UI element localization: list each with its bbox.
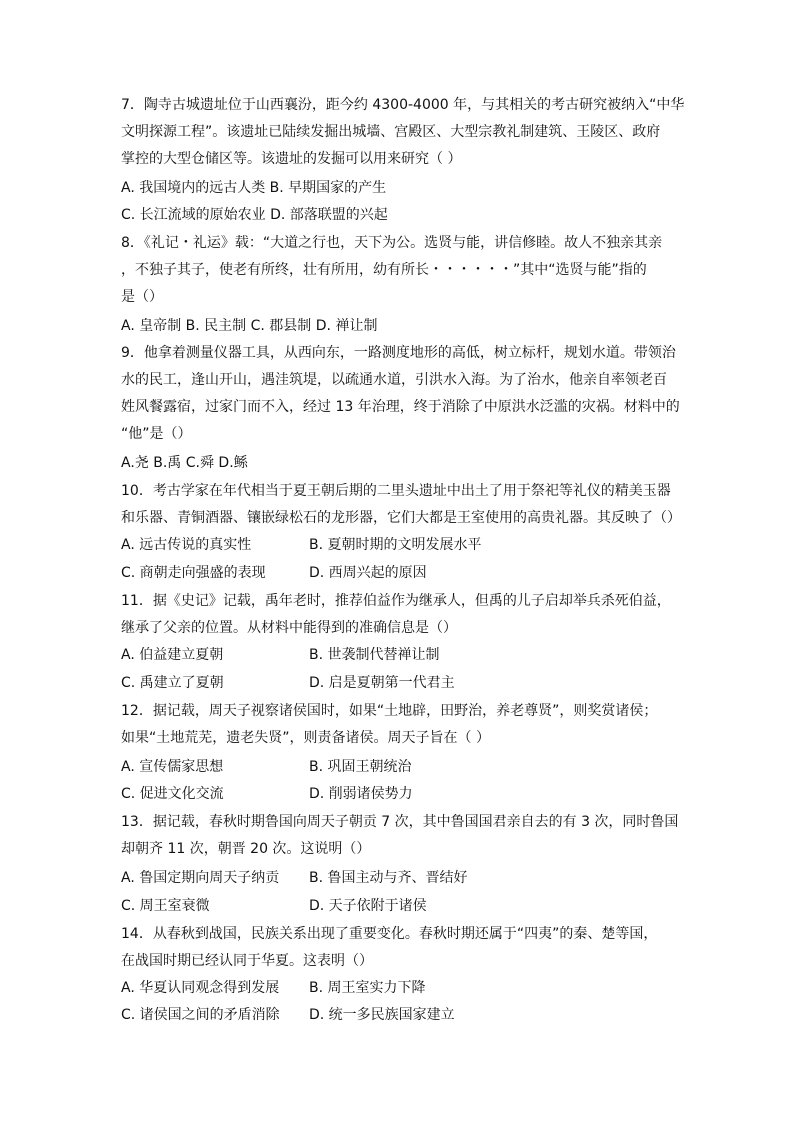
q10-stem-line-2: 和乐器、青铜酒器、镶嵌绿松石的龙形器，它们大都是王室使用的高贵礼器。其反映了（）: [121, 510, 681, 526]
q7-options-ab: A. 我国境内的远古人类 B. 早期国家的产生: [121, 180, 387, 196]
q10-option-c: C. 商朝走向强盛的表现: [121, 565, 266, 581]
q13-option-d: D. 天子依附于诸侯: [309, 898, 427, 914]
q12-stem-line-1: 12．据记载，周天子视察诸侯国时，如果“土地辟，田野治，养老尊贤”，则奖赏诸侯；: [121, 703, 658, 719]
q14-option-b: B. 周王室实力下降: [309, 980, 426, 996]
q14-stem-line-2: 在战国时期已经认同于华夏。这表明（）: [121, 953, 373, 969]
q9-options: A.尧 B.禹 C.舜 D.鲧: [121, 455, 248, 471]
q8-stem-line-1: 8．《礼记・礼运》载：“大道之行也，天下为公。选贤与能，讲信修睦。故人不独亲其亲: [121, 235, 663, 251]
q14-option-c: C. 诸侯国之间的矛盾消除: [121, 1007, 280, 1023]
q10-option-d: D. 西周兴起的原因: [309, 565, 427, 581]
q13-option-b: B. 鲁国主动与齐、晋结好: [309, 870, 468, 886]
q11-option-b: B. 世袭制代替禅让制: [309, 647, 440, 663]
q7-options-cd: C. 长江流域的原始农业 D. 部落联盟的兴起: [121, 207, 388, 223]
q14-option-d: D. 统一多民族国家建立: [309, 1007, 455, 1023]
q13-stem-line-1: 13．据记载，春秋时期鲁国向周天子朝贡 7 次，其中鲁国国君亲自去的有 3 次，同时鲁国: [121, 814, 679, 830]
q12-option-b: B. 巩固王朝统治: [309, 759, 412, 775]
q14-option-a: A. 华夏认同观念得到发展: [121, 980, 280, 996]
q9-stem-line-4: “他”是（）: [121, 426, 192, 442]
q10-option-a: A. 远古传说的真实性: [121, 537, 252, 553]
q12-option-d: D. 削弱诸侯势力: [309, 786, 413, 802]
q13-stem-line-2: 却朝齐 11 次，朝晋 20 次。这说明（）: [121, 841, 371, 857]
q10-option-b: B. 夏朝时期的文明发展水平: [309, 537, 482, 553]
q9-stem-line-3: 姓风餐露宿，过家门而不入，经过 13 年治理，终于消除了中原洪水泛滥的灾祸。材料中的: [121, 399, 680, 415]
q12-option-c: C. 促进文化交流: [121, 786, 224, 802]
q14-stem-line-1: 14．从春秋到战国，民族关系出现了重要变化。春秋时期还属于“四夷”的秦、楚等国，: [121, 926, 658, 942]
q12-option-a: A. 宣传儒家思想: [121, 759, 224, 775]
q13-option-c: C. 周王室衰微: [121, 898, 210, 914]
q11-stem-line-2: 继承了父亲的位置。从材料中能得到的准确信息是（）: [121, 620, 457, 636]
q7-stem-line-2: 文明探源工程”。该遗址已陆续发掘出城墙、宫殿区、大型宗教礼制建筑、王陵区、政府: [121, 124, 661, 140]
q11-option-c: C. 禹建立了夏朝: [121, 675, 224, 691]
q11-option-a: A. 伯益建立夏朝: [121, 647, 224, 663]
q7-stem-line-1: 7．陶寺古城遗址位于山西襄汾，距今约 4300-4000 年，与其相关的考古研究被纳入“中华: [121, 97, 685, 113]
q11-stem-line-1: 11．据《史记》记载，禹年老时，推荐伯益作为继承人，但禹的儿子启却举兵杀死伯益，: [121, 593, 671, 609]
q11-option-d: D. 启是夏朝第一代君主: [309, 675, 455, 691]
q9-stem-line-1: 9．他拿着测量仪器工具，从西向东，一路测度地形的高低，树立标杆，规划水道。带领治: [121, 345, 676, 361]
q7-stem-line-3: 掌控的大型仓储区等。该遗址的发掘可以用来研究（ ）: [121, 151, 462, 167]
q12-stem-line-2: 如果“土地荒芜，遗老失贤”，则责备诸侯。周天子旨在（ ）: [121, 730, 490, 746]
q8-options: A. 皇帝制 B. 民主制 C. 郡县制 D. 禅让制: [121, 318, 378, 334]
q9-stem-line-2: 水的民工，逢山开山，遇洼筑堤，以疏通水道，引洪水入海。为了治水，他亲自率领老百: [121, 372, 667, 388]
q13-option-a: A. 鲁国定期向周天子纳贡: [121, 870, 280, 886]
q10-stem-line-1: 10．考古学家在年代相当于夏王朝后期的二里头遗址中出土了用于祭祀等礼仪的精美玉器: [121, 483, 671, 499]
q8-stem-line-3: 是（）: [121, 289, 163, 305]
q8-stem-line-2: ，不独子其子，使老有所终，壮有所用，幼有所长・・・・・・”其中“选贤与能”指的: [121, 262, 647, 278]
